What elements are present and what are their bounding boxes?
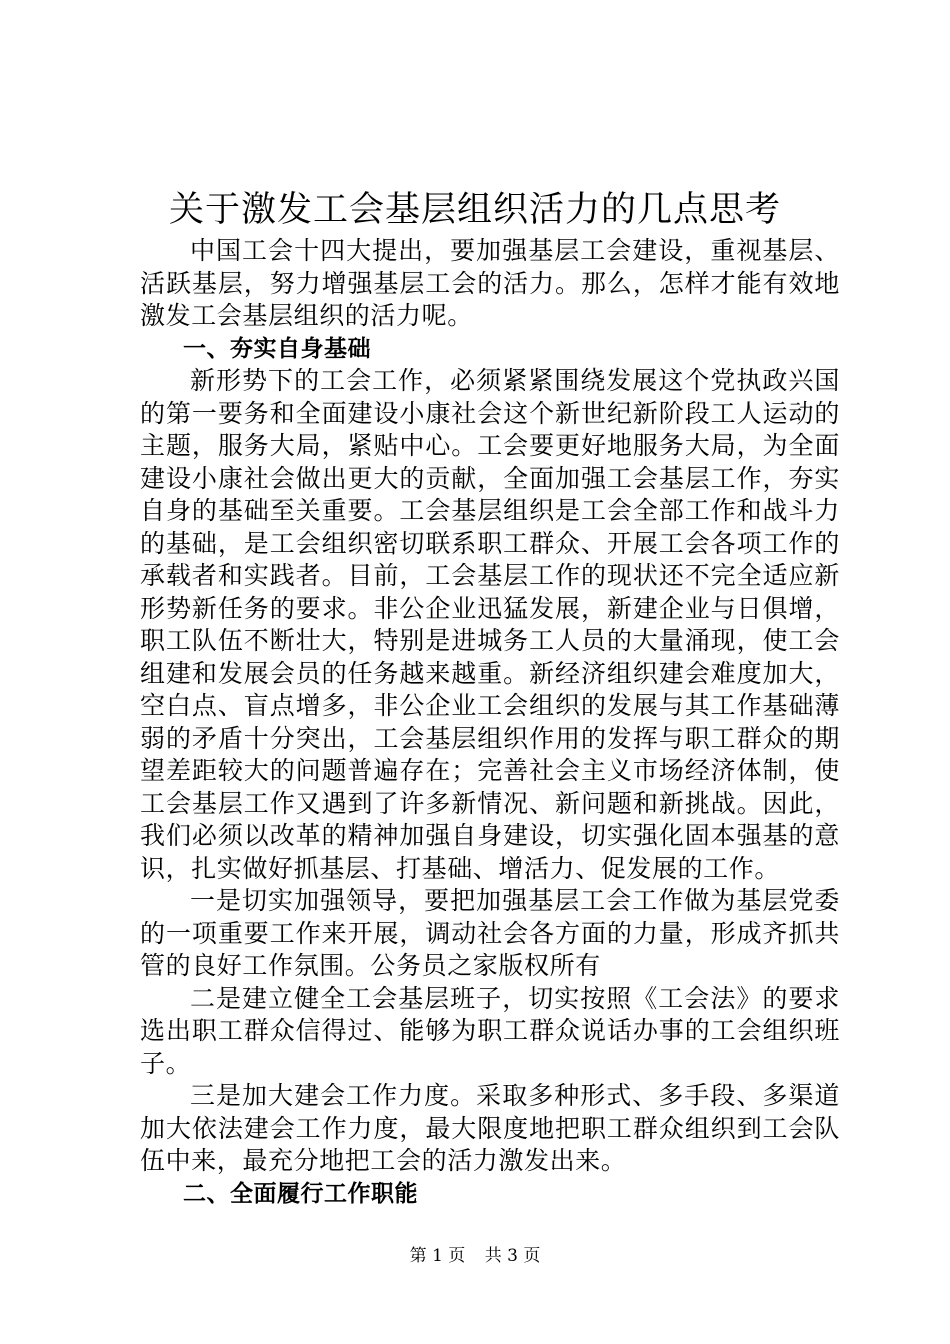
page-number: 第 1 页 (409, 1246, 466, 1266)
point-2-paragraph: 二是建立健全工会基层班子，切实按照《工会法》的要求选出职工群众信得过、能够为职工群众说话办事的工会组织班子。 (140, 983, 840, 1078)
point-3-paragraph: 三是加大建会工作力度。采取多种形式、多手段、多渠道加大依法建会工作力度，最大限度地把职工群众组织到工会队伍中来，最充分地把工会的活力激发出来。 (140, 1081, 840, 1175)
page-footer (0, 1246, 950, 1266)
section-heading-2: 二、全面履行工作职能 (183, 1180, 418, 1207)
page-total: 共 3 页 (484, 1246, 541, 1266)
point-1-paragraph: 一是切实加强领导，要把加强基层工会工作做为基层党委的一项重要工作来开展，调动社会各方面的力量，形成齐抓共管的良好工作氛围。公务员之家版权所有 (140, 886, 840, 980)
document-title: 关于激发工会基层组织活力的几点思考 (168, 190, 781, 230)
intro-paragraph: 中国工会十四大提出，要加强基层工会建设，重视基层、活跃基层，努力增强基层工会的活力。那么，怎样才能有效地激发工会基层组织的活力呢。 (140, 236, 840, 330)
section-heading-1: 一、夯实自身基础 (183, 335, 371, 362)
section-1-paragraph: 新形势下的工会工作，必须紧紧围绕发展这个党执政兴国的第一要务和全面建设小康社会这个新世纪新阶段工人运动的主题，服务大局，紧贴中心。工会要更好地服务大局，为全面建设小康社会做出更大的贡献，全面加强工会基层工作，夯实自身的基础至关重要。工会基层组织是工会全部工作和战斗力的基础，是工会组织密切联系职工群众、开展工会各项工作的承载者和实践者。目前，工会基层工作的现状还不完全适应新形势新任务的要求。非公企业迅猛发展，新建企业与日俱增，职工队伍不断壮大，特别是进城务工人员的大量涌现，使工会组建和发展会员的任务越来越重。新经济组织建会难度加大，空白点、盲点增多，非公企业工会组织的发展与其工作基础薄弱的矛盾十分突出，工会基层组织作用的发挥与职工群众的期望差距较大的问题普遍存在；完善社会主义市场经济体制，使工会基层工作又遇到了许多新情况、新问题和新挑战。因此，我们必须以改革的精神加强自身建设，切实强化固本强基的意识，扎实做好抓基层、打基础、增活力、促发展的工作。 (140, 366, 840, 883)
document-body (140, 235, 840, 1210)
